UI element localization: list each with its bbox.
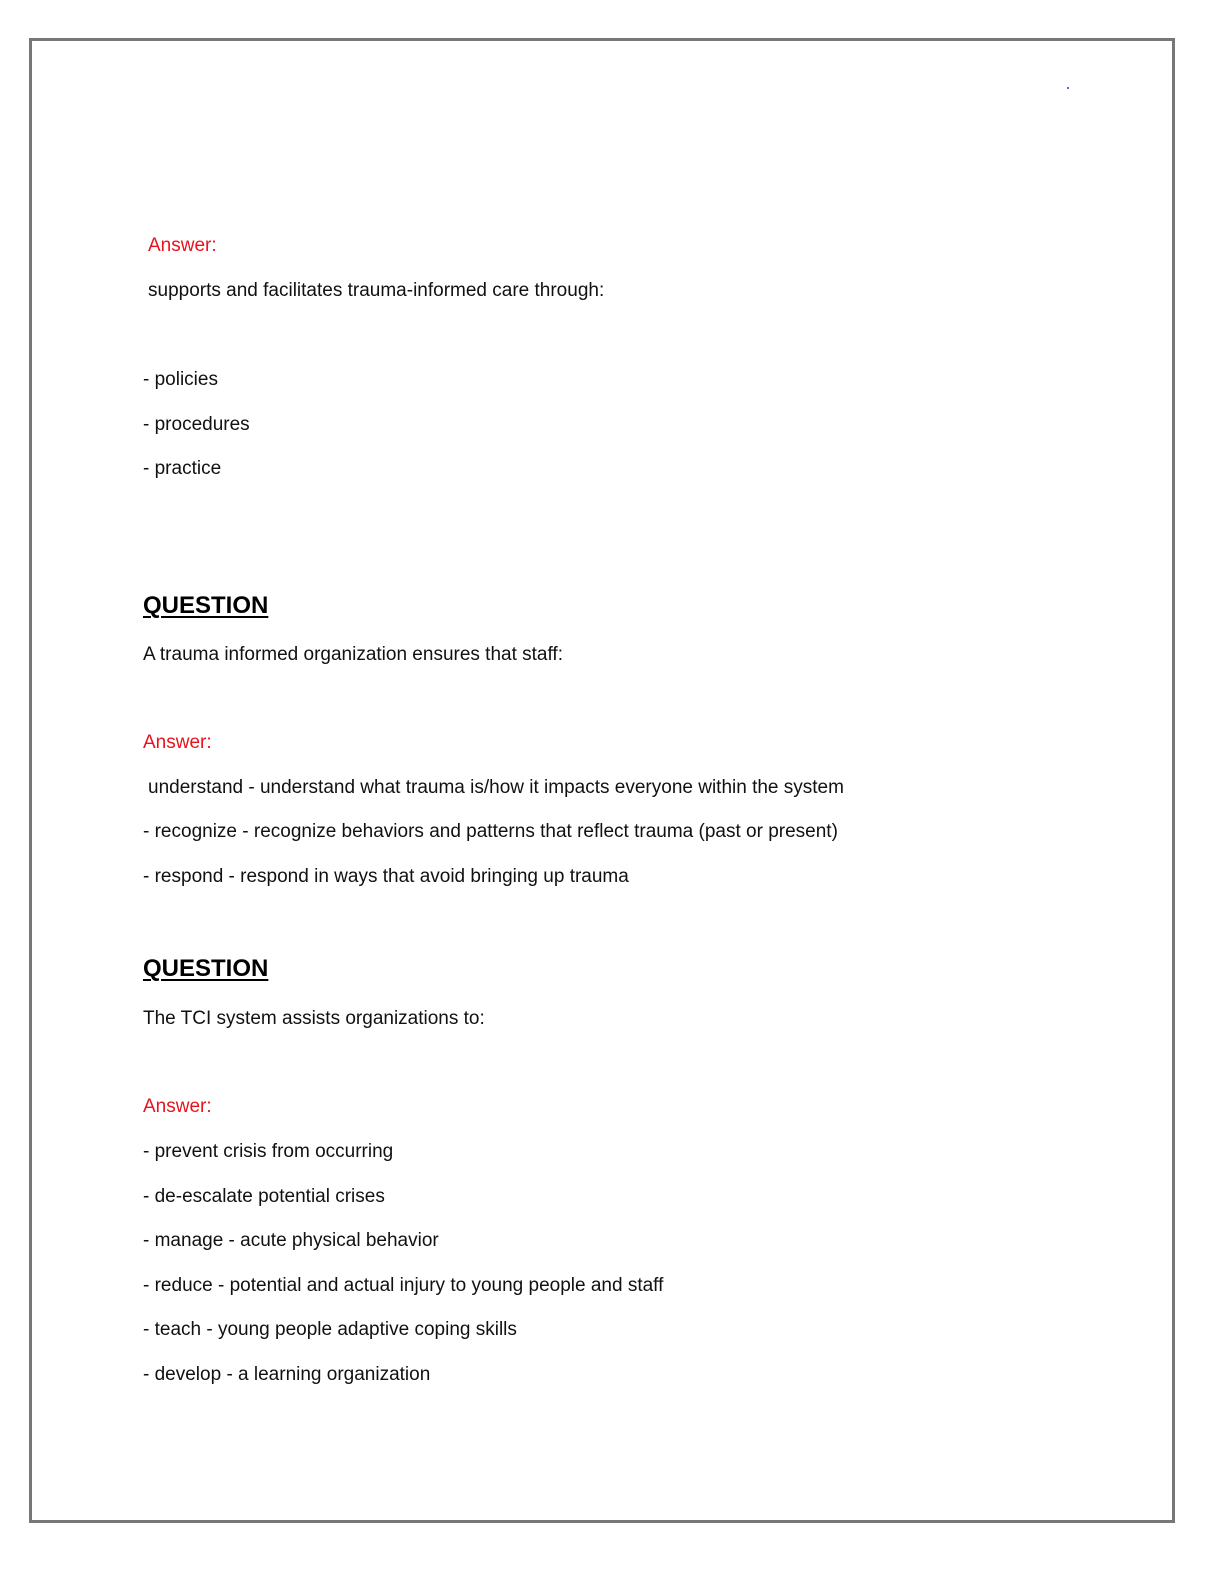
list-item: - prevent crisis from occurring: [143, 1141, 394, 1162]
list-item: - respond - respond in ways that avoid bringing up trauma: [143, 866, 629, 887]
answer-label: Answer:: [143, 732, 212, 753]
answer-intro: supports and facilitates trauma-informed care through:: [148, 280, 605, 301]
answer-label: Answer:: [148, 235, 217, 256]
question-heading: QUESTION: [143, 955, 269, 982]
question-heading: QUESTION: [143, 592, 269, 619]
list-item: - develop - a learning organization: [143, 1364, 431, 1385]
list-item: - teach - young people adaptive coping skills: [143, 1319, 517, 1340]
list-item: - manage - acute physical behavior: [143, 1230, 439, 1251]
list-item: - reduce - potential and actual injury to young people and staff: [143, 1275, 664, 1296]
question-text: The TCI system assists organizations to:: [143, 1008, 485, 1029]
list-item: - de-escalate potential crises: [143, 1186, 385, 1207]
list-item: - policies: [143, 369, 218, 390]
list-item: - procedures: [143, 414, 250, 435]
corner-dot: [1067, 87, 1069, 89]
question-text: A trauma informed organization ensures that staff:: [143, 644, 563, 665]
list-item: - practice: [143, 458, 222, 479]
list-item: - recognize - recognize behaviors and patterns that reflect trauma (past or present): [143, 821, 838, 842]
answer-label: Answer:: [143, 1096, 212, 1117]
list-item: understand - understand what trauma is/how it impacts everyone within the system: [148, 777, 844, 798]
